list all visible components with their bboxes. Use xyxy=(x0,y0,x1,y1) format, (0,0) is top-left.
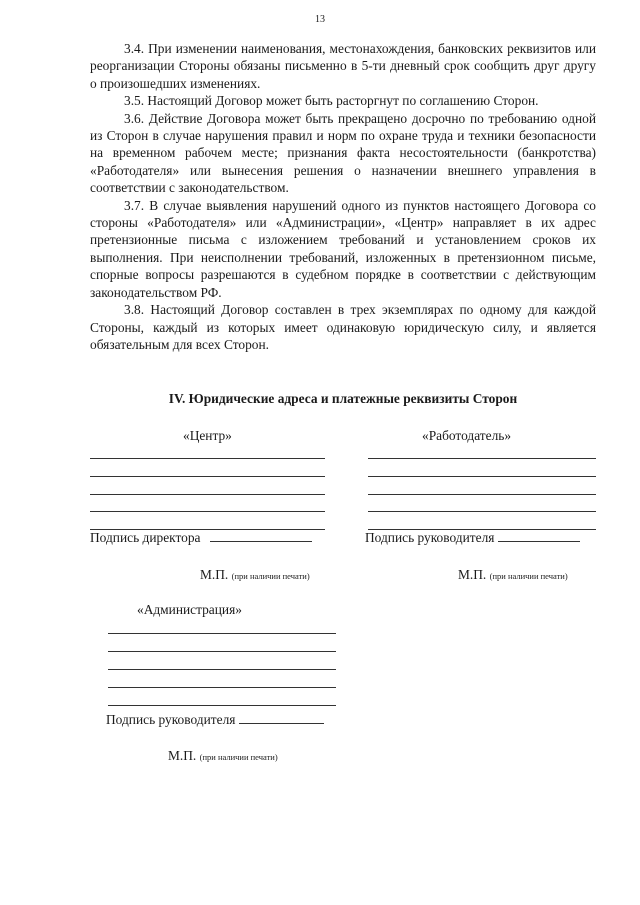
address-line[interactable] xyxy=(108,705,336,706)
signature-row-center xyxy=(90,530,312,546)
party-administration-name: «Администрация» xyxy=(137,602,242,617)
clause-3-7: 3.7. В случае выявления нарушений одного из пунктов настоящего Договора со стороны «Работодателя» или «Администрации», «Центр» направляет в их адрес претензионные письма с изложением требований и установлением сроков их выполнения. При неисполнении требований, изложенных в претензионном письме, спорные вопросы разрешаются в судебном порядке в соответствии с действующим законодательством РФ. xyxy=(90,197,596,300)
signature-label: Подпись руководителя xyxy=(106,712,236,727)
stamp-note: (при наличии печати) xyxy=(199,752,278,762)
address-line[interactable] xyxy=(368,494,596,495)
address-line[interactable] xyxy=(90,476,325,477)
clause-3-8: 3.8. Настоящий Договор составлен в трех экземплярах по одному для каждой Стороны, каждый из которых имеет одинаковую юридическую силу, и является обязательным для всех Сторон. xyxy=(90,302,596,352)
stamp-center xyxy=(200,567,310,583)
signature-field[interactable] xyxy=(498,531,580,542)
signature-field[interactable] xyxy=(239,713,324,724)
address-line[interactable] xyxy=(368,511,596,512)
section-title: IV. Юридические адреса и платежные реквизиты Сторон xyxy=(168,391,518,406)
clause-3-5: 3.5. Настоящий Договор может быть расторгнут по соглашению Сторон. xyxy=(124,93,539,109)
clause-3-4: 3.4. При изменении наименования, местонахождения, банковских реквизитов или реорганизации Стороны обязаны письменно в 5-ти дневный срок сообщить друг другу о произошедших изменениях. xyxy=(90,41,596,91)
address-line[interactable] xyxy=(90,511,325,512)
signature-field[interactable] xyxy=(210,531,312,542)
address-line[interactable] xyxy=(90,494,325,495)
stamp-note: (при наличии печати) xyxy=(489,571,568,581)
clause-3-6: 3.6. Действие Договора может быть прекращено досрочно по требованию одной из Сторон в случае нарушения правил и норм по охране труда и техники безопасности на временном рабочем месте; признания факта несостоятельности (банкротства) «Работодателя» или вынесения решения о назначении внешнего управления в соответствии с законодательством. xyxy=(90,110,596,196)
contract-text xyxy=(90,40,596,353)
stamp-label: М.П. xyxy=(200,567,229,582)
address-line[interactable] xyxy=(368,476,596,477)
signature-label: Подпись директора xyxy=(90,530,201,545)
address-line[interactable] xyxy=(108,687,336,688)
stamp-administration xyxy=(168,748,278,764)
address-line[interactable] xyxy=(368,458,596,459)
page-number: 13 xyxy=(315,14,325,25)
address-line[interactable] xyxy=(108,669,336,670)
stamp-employer xyxy=(458,567,568,583)
signature-row-employer xyxy=(365,530,580,546)
signature-row-administration xyxy=(106,712,324,728)
stamp-label: М.П. xyxy=(458,567,487,582)
stamp-note: (при наличии печати) xyxy=(231,571,310,581)
address-line[interactable] xyxy=(108,651,336,652)
stamp-label: М.П. xyxy=(168,748,197,763)
address-line[interactable] xyxy=(90,458,325,459)
signature-label: Подпись руководителя xyxy=(365,530,495,545)
party-employer-name: «Работодатель» xyxy=(422,428,512,443)
address-line[interactable] xyxy=(108,633,336,634)
party-center-name: «Центр» xyxy=(183,428,232,443)
